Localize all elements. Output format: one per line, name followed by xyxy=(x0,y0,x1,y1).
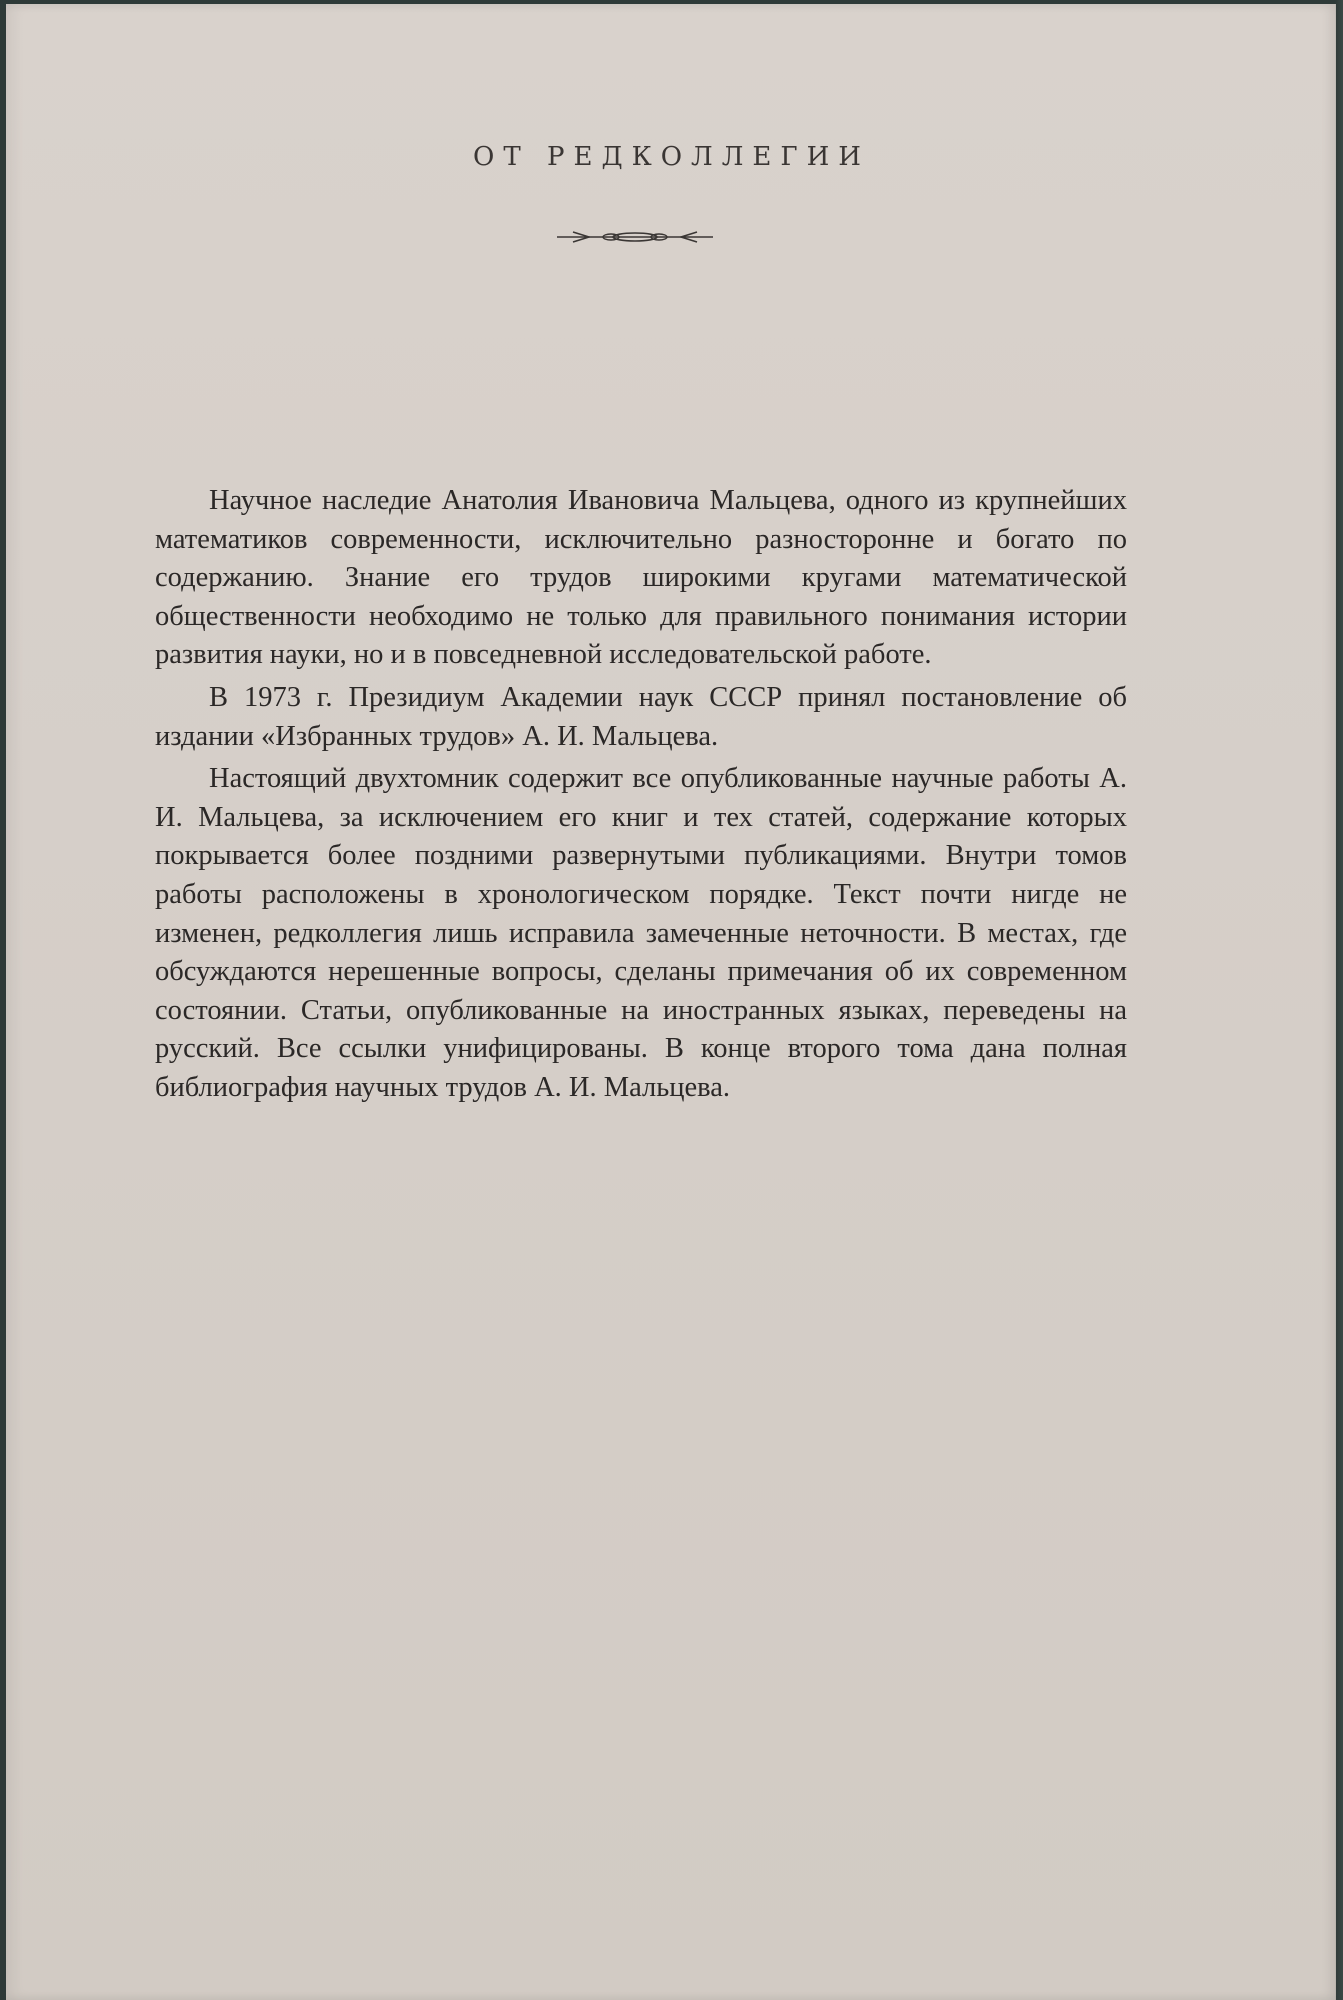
editorial-text xyxy=(155,482,1127,1108)
paragraph-3: Настоящий двухтомник содержит все опубликованные научные работы А. И. Мальцева, за исключением его книг и тех статей, содержание которых покрывается более поздними развернутыми публикациями. Внутри томов работы расположены в хронологическом порядке. Текст почти нигде не изменен, редколлегия лишь исправила замеченные неточности. В местах, где обсуждаются нерешенные вопросы, сделаны примечания об их современном состоянии. Статьи, опубликованные на иностранных языках, переведены на русский. Все ссылки унифицированы. В конце второго тома дана полная библиография научных трудов А. И. Мальцева. xyxy=(155,763,1127,1103)
page-heading: ОТ РЕДКОЛЛЕГИИ xyxy=(473,142,870,172)
paragraph-1: Научное наследие Анатолия Ивановича Мальцева, одного из крупнейших математиков современности, исключительно разносторонне и богато по содержанию. Знание его трудов широкими кругами математической общественности необходимо не только для правильного понимания истории развития науки, но и в повседневной исследовательской работе. xyxy=(155,485,1127,671)
page-edge-shadow xyxy=(1335,0,1343,2000)
paragraph-2: В 1973 г. Президиум Академии наук СССР принял постановление об издании «Избранных трудов» А. И. Мальцева. xyxy=(155,681,1127,752)
ornamental-divider-icon xyxy=(555,228,715,246)
